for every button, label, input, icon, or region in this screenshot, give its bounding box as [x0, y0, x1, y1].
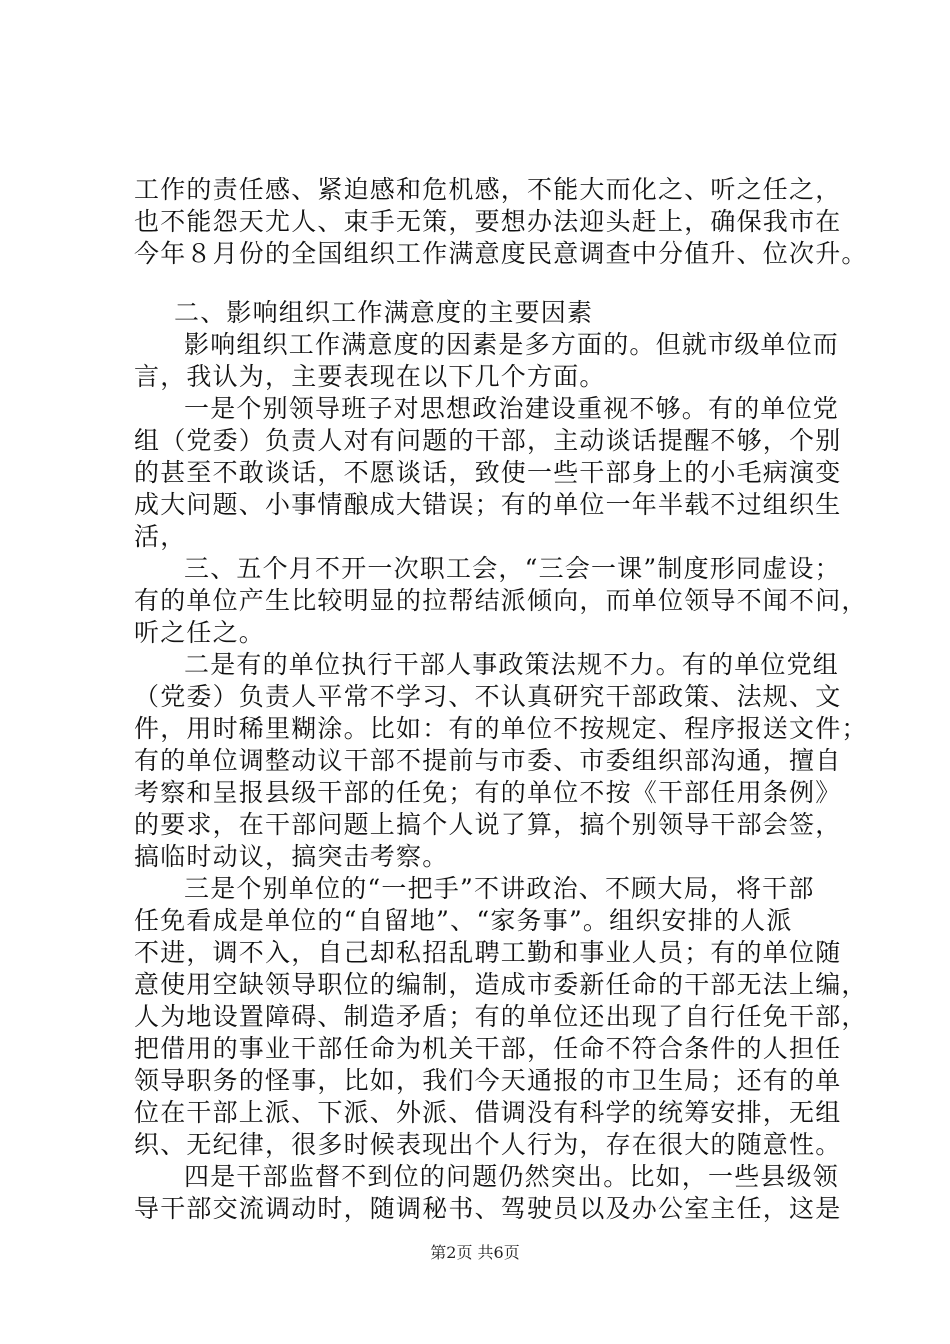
body-line: 把借用的事业干部任命为机关干部，任命不符合条件的人担任 — [134, 1034, 842, 1063]
body-line: 言，我认为，主要表现在以下几个方面。 — [134, 362, 606, 391]
body-line: 领导职务的怪事，比如，我们今天通报的市卫生局；还有的单 — [134, 1066, 842, 1095]
page-number-footer: 第2页 共6页 — [430, 1243, 520, 1262]
body-line: 影响组织工作满意度的因素是多方面的。但就市级单位而 — [184, 330, 840, 359]
body-line: 导干部交流调动时，随调秘书、驾驶员以及办公室主任，这是 — [134, 1194, 842, 1223]
body-line: 人为地设置障碍、制造矛盾；有的单位还出现了自行任免干部， — [134, 1002, 868, 1031]
body-line: 工作的责任感、紧迫感和危机感，不能大而化之、听之任之， — [134, 175, 842, 204]
body-line: 任免看成是单位的“自留地”、“家务事”。组织安排的人派 — [134, 906, 793, 935]
section-heading: 二、影响组织工作满意度的主要因素 — [174, 298, 594, 327]
body-line: 听之任之。 — [134, 618, 266, 647]
body-line: 的要求，在干部问题上搞个人说了算，搞个别领导干部会签， — [134, 810, 842, 839]
body-line: 三是个别单位的“一把手”不讲政治、不顾大局，将干部 — [184, 874, 815, 903]
body-line: 也不能怨天尤人、束手无策，要想办法迎头赶上，确保我市在 — [134, 207, 842, 236]
body-line: 三、五个月不开一次职工会，“三会一课”制度形同虚设； — [184, 554, 841, 583]
body-line: 不进，调不入，自己却私招乱聘工勤和事业人员；有的单位随 — [134, 938, 842, 967]
body-line: 织、无纪律，很多时候表现出个人行为，存在很大的随意性。 — [134, 1130, 842, 1159]
body-line: 成大问题、小事情酿成大错误；有的单位一年半载不过组织生 — [134, 490, 842, 519]
body-line: 有的单位调整动议干部不提前与市委、市委组织部沟通，擅自 — [134, 746, 842, 775]
body-line: 四是干部监督不到位的问题仍然突出。比如，一些县级领 — [184, 1162, 840, 1191]
body-line: 意使用空缺领导职位的编制，造成市委新任命的干部无法上编， — [134, 970, 868, 999]
body-line: （党委）负责人平常不学习、不认真研究干部政策、法规、文 — [134, 682, 842, 711]
body-line: 的甚至不敢谈话，不愿谈话，致使一些干部身上的小毛病演变 — [134, 458, 842, 487]
body-line: 位在干部上派、下派、外派、借调没有科学的统筹安排，无组 — [134, 1098, 842, 1127]
body-line: 搞临时动议，搞突击考察。 — [134, 842, 449, 871]
body-line: 二是有的单位执行干部人事政策法规不力。有的单位党组 — [184, 650, 840, 679]
body-line: 一是个别领导班子对思想政治建设重视不够。有的单位党 — [184, 394, 840, 423]
body-line: 考察和呈报县级干部的任免；有的单位不按《干部任用条例》 — [134, 778, 842, 807]
body-line: 组（党委）负责人对有问题的干部，主动谈话提醒不够，个别 — [134, 426, 842, 455]
body-line: 今年８月份的全国组织工作满意度民意调查中分值升、位次升。 — [134, 239, 868, 268]
body-line: 件，用时稀里糊涂。比如：有的单位不按规定、程序报送文件； — [134, 714, 868, 743]
body-line: 活， — [134, 522, 187, 551]
body-line: 有的单位产生比较明显的拉帮结派倾向，而单位领导不闻不问， — [134, 586, 868, 615]
